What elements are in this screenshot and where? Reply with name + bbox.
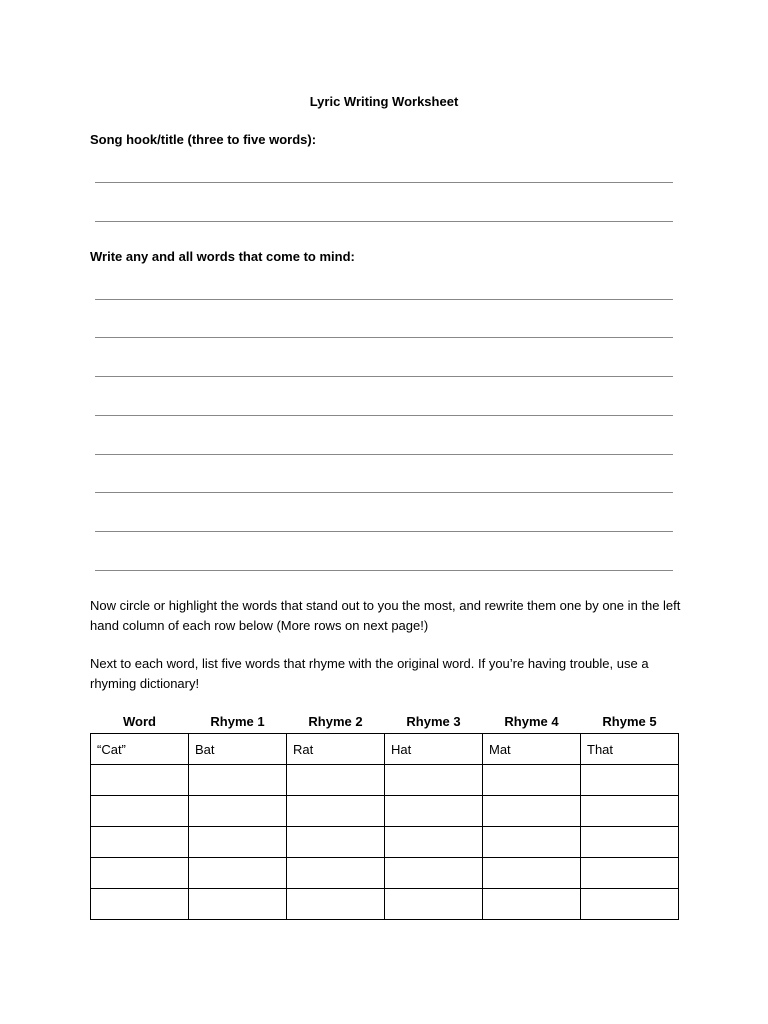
table-header-row bbox=[91, 714, 679, 734]
worksheet-title: Lyric Writing Worksheet bbox=[309, 94, 459, 109]
brainstorm-writing-line[interactable] bbox=[95, 337, 673, 338]
table-cell[interactable] bbox=[483, 765, 581, 796]
table-cell[interactable] bbox=[483, 827, 581, 858]
table-cell[interactable] bbox=[483, 889, 581, 920]
instruction-paragraph: Now circle or highlight the words that stand out to you the most, and rewrite them one by one in the left hand column of each row below (More rows on next page!) bbox=[90, 598, 681, 633]
table-cell[interactable] bbox=[287, 827, 385, 858]
table-cell[interactable] bbox=[581, 765, 679, 796]
hook-writing-line[interactable] bbox=[95, 221, 673, 222]
table-cell[interactable]: Hat bbox=[385, 734, 483, 765]
table-cell[interactable] bbox=[287, 858, 385, 889]
table-cell[interactable]: Bat bbox=[189, 734, 287, 765]
hook-writing-line[interactable] bbox=[95, 182, 673, 183]
table-cell[interactable] bbox=[189, 858, 287, 889]
hook-title-heading: Song hook/title (three to five words): bbox=[90, 132, 317, 147]
table-cell[interactable]: Rat bbox=[287, 734, 385, 765]
column-header-rhyme-3: Rhyme 3 bbox=[406, 714, 461, 729]
table-cell[interactable] bbox=[287, 796, 385, 827]
brainstorm-writing-line[interactable] bbox=[95, 454, 673, 455]
column-header-rhyme-1: Rhyme 1 bbox=[210, 714, 265, 729]
table-cell[interactable] bbox=[385, 796, 483, 827]
table-cell[interactable] bbox=[91, 858, 189, 889]
table-cell[interactable] bbox=[581, 796, 679, 827]
table-row bbox=[91, 858, 679, 889]
table-cell[interactable] bbox=[581, 889, 679, 920]
table-cell[interactable] bbox=[385, 765, 483, 796]
table-cell[interactable] bbox=[287, 765, 385, 796]
table-cell[interactable] bbox=[385, 827, 483, 858]
brainstorm-writing-line[interactable] bbox=[95, 299, 673, 300]
table-cell[interactable] bbox=[91, 827, 189, 858]
table-cell[interactable] bbox=[189, 889, 287, 920]
table-row bbox=[91, 796, 679, 827]
brainstorm-writing-line[interactable] bbox=[95, 376, 673, 377]
table-cell[interactable] bbox=[91, 796, 189, 827]
table-row bbox=[91, 889, 679, 920]
table-cell[interactable] bbox=[91, 765, 189, 796]
column-header-rhyme-5: Rhyme 5 bbox=[602, 714, 657, 729]
brainstorm-writing-line[interactable] bbox=[95, 570, 673, 571]
table-cell[interactable]: Mat bbox=[483, 734, 581, 765]
table-cell[interactable]: That bbox=[581, 734, 679, 765]
table-cell[interactable] bbox=[385, 889, 483, 920]
table-cell[interactable] bbox=[385, 858, 483, 889]
table-row bbox=[91, 827, 679, 858]
brainstorm-writing-line[interactable] bbox=[95, 415, 673, 416]
column-header-word: Word bbox=[123, 714, 156, 729]
brainstorm-heading: Write any and all words that come to mind: bbox=[90, 249, 355, 264]
table-cell[interactable] bbox=[91, 889, 189, 920]
table-cell[interactable] bbox=[483, 858, 581, 889]
table-cell[interactable] bbox=[483, 796, 581, 827]
table-cell[interactable]: “Cat” bbox=[91, 734, 189, 765]
table-cell[interactable] bbox=[189, 796, 287, 827]
table-cell[interactable] bbox=[287, 889, 385, 920]
column-header-rhyme-2: Rhyme 2 bbox=[308, 714, 363, 729]
brainstorm-writing-line[interactable] bbox=[95, 492, 673, 493]
table-cell[interactable] bbox=[189, 765, 287, 796]
instruction-paragraph: Next to each word, list five words that rhyme with the original word. If you’re having trouble, use a rhyming dictionary! bbox=[90, 656, 649, 691]
brainstorm-writing-line[interactable] bbox=[95, 531, 673, 532]
table-cell[interactable] bbox=[189, 827, 287, 858]
table-cell[interactable] bbox=[581, 858, 679, 889]
table-cell[interactable] bbox=[581, 827, 679, 858]
table-row bbox=[91, 765, 679, 796]
rhyme-table bbox=[90, 714, 679, 920]
column-header-rhyme-4: Rhyme 4 bbox=[504, 714, 559, 729]
table-row bbox=[91, 734, 679, 765]
